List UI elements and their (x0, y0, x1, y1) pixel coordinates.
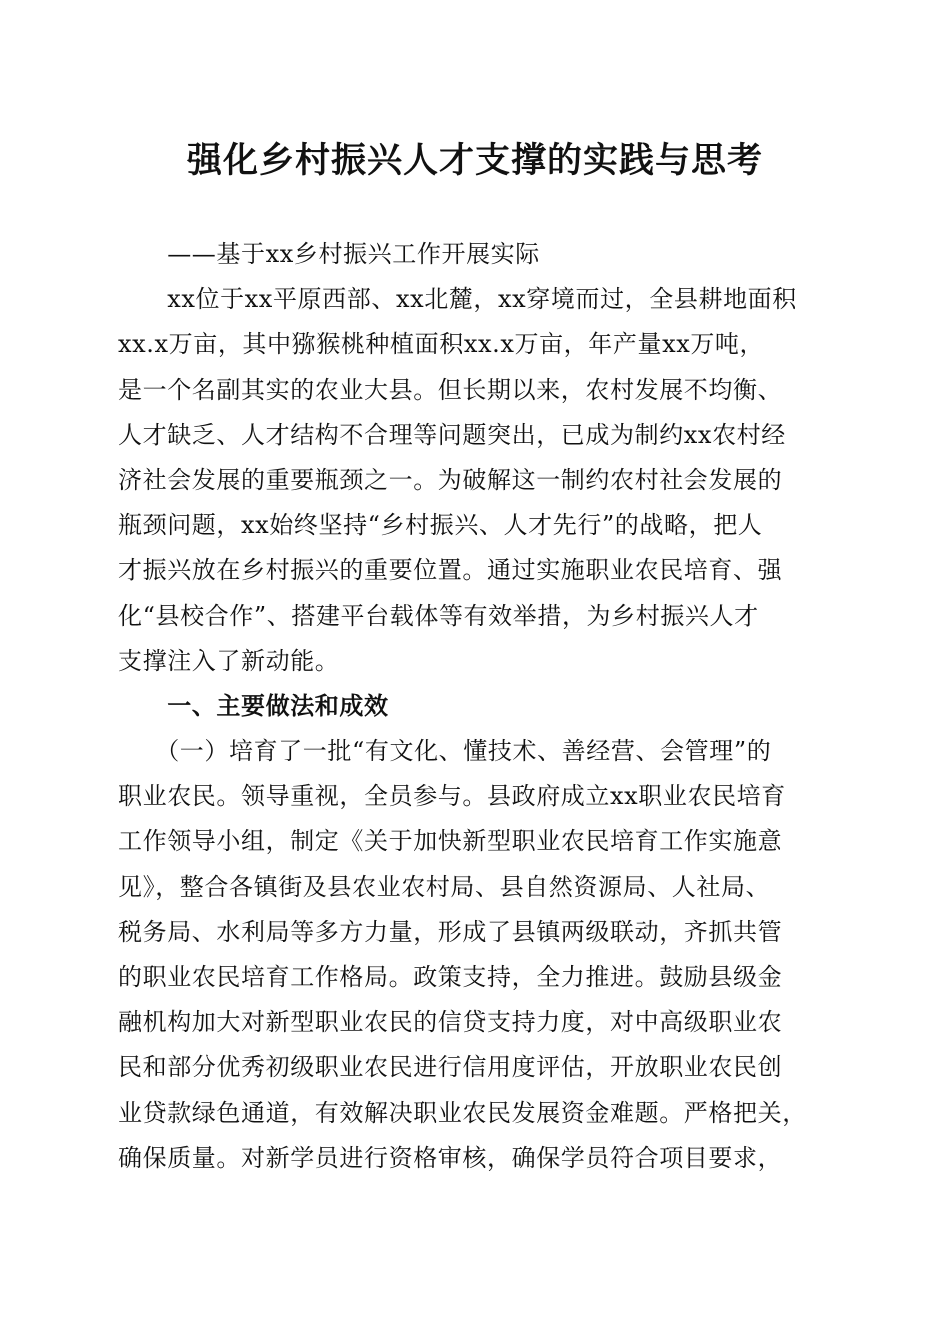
body-line: 见》，整合各镇街及县农业农村局、县自然资源局、人社局、 (118, 872, 771, 901)
body-line: 才振兴放在乡村振兴的重要位置。通过实施职业农民培育、强 (118, 556, 783, 585)
body-line: 职业农民。领导重视，全员参与。县政府成立xx职业农民培育 (118, 782, 786, 811)
body-line: 瓶颈问题，xx始终坚持“乡村振兴、人才先行”的战略，把人 (118, 511, 763, 540)
body-line: xx.x万亩，其中猕猴桃种植面积xx.x万亩，年产量xx万吨， (118, 330, 765, 359)
body-line: 工作领导小组，制定《关于加快新型职业农民培育工作实施意 (118, 827, 783, 856)
body-line: 化“县校合作”、搭建平台载体等有效举措，为乡村振兴人才 (118, 601, 759, 630)
body-line: 税务局、水利局等多方力量，形成了县镇两级联动，齐抓共管 (118, 917, 783, 946)
body-line: 是一个名副其实的农业大县。但长期以来，农村发展不均衡、 (118, 375, 783, 404)
body-line: （一）培育了一批“有文化、懂技术、善经营、会管理”的 (118, 737, 772, 766)
body-line: 确保质量。对新学员进行资格审核，确保学员符合项目要求， (118, 1143, 783, 1172)
section-heading: 一、主要做法和成效 (118, 691, 389, 720)
body-line: 济社会发展的重要瓶颈之一。为破解这一制约农村社会发展的 (118, 465, 783, 494)
body-line: 业贷款绿色通道，有效解决职业农民发展资金难题。严格把关， (118, 1098, 807, 1127)
document-title: 强化乡村振兴人才支撑的实践与思考 (186, 140, 763, 181)
body-line: 融机构加大对新型职业农民的信贷支持力度，对中高级职业农 (118, 1008, 783, 1037)
body-line: 的职业农民培育工作格局。政策支持，全力推进。鼓励县级金 (118, 963, 783, 991)
body-line: 民和部分优秀初级职业农民进行信用度评估，开放职业农民创 (118, 1053, 783, 1082)
document-body (118, 232, 830, 1181)
body-line: xx位于xx平原西部、xx北麓，xx穿境而过，全县耕地面积 (118, 285, 797, 314)
body-line: 支撑注入了新动能。 (118, 646, 340, 675)
body-line: 人才缺乏、人才结构不合理等问题突出，已成为制约xx农村经 (118, 420, 786, 449)
subtitle-line: ——基于xx乡村振兴工作开展实际 (118, 240, 540, 268)
